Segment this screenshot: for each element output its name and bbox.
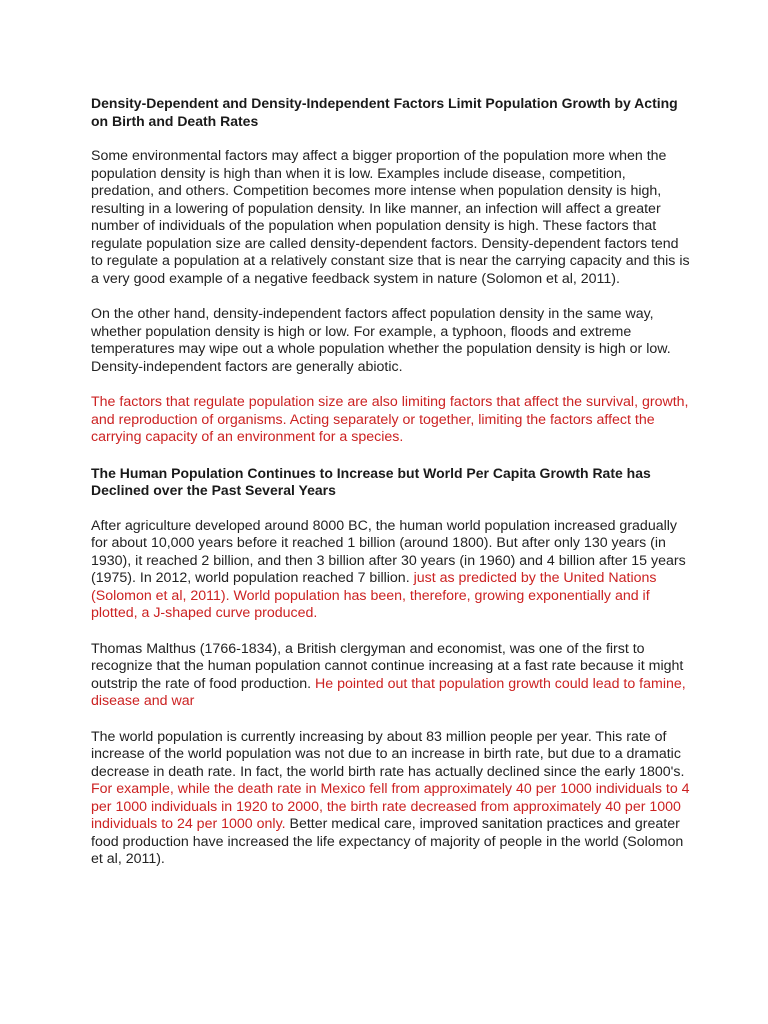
paragraph-population-history: [91, 518, 691, 623]
paragraph-malthus: [91, 641, 691, 711]
paragraph-malthus-highlight: He pointed out that population growth could lead to famine, disease and war: [91, 675, 686, 709]
section-heading-human-population: The Human Population Continues to Increase but World Per Capita Growth Rate has Declined over the Past Several Years: [91, 464, 651, 498]
paragraph-population-history-text: After agriculture developed around 8000 BC, the human world population increased gradually for about 10,000 years before it reached 1 billion (around 1800). But after only 130 years (in 1930), it reached 2 billion, and then 3 billion after 30 years (in 1960) and 4 billion after 15 years (1975). In 2012, world population reached 7 billion.: [91, 517, 686, 586]
paragraph-growth-rate-closing: Better medical care, improved sanitation practices and greater food production have increased the life expectancy of majority of people in the world (Solomon et al, 2011).: [91, 816, 684, 867]
paragraph-limiting-factors: The factors that regulate population size are also limiting factors that affect the survival, growth, and reproduction of organisms. Acting separately or together, limiting the factors affect the carrying capacity of an environment for a species.: [91, 394, 689, 445]
paragraph-density-independent: On the other hand, density-independent factors affect population density in the same way, whether population density is high or low. For example, a typhoon, floods and extreme temperatures may wipe out a whole population whether the population density is high or low. Density-independent factors are generally abiotic.: [91, 306, 671, 375]
paragraph-population-history-highlight: just as predicted by the United Nations (Solomon et al, 2011). World population has been, therefore, growing exponentially and if plotted, a J-shaped curve produced.: [91, 570, 657, 621]
paragraph-growth-rate-highlight: For example, while the death rate in Mexico fell from approximately 40 per 1000 individuals to 4 per 1000 individuals in 1920 to 2000, the birth rate decreased from approximately 40 per 1000 individuals to 24 per 1000 only.: [91, 781, 690, 832]
paragraph-malthus-text: Thomas Malthus (1766-1834), a British clergyman and economist, was one of the first to recognize that the human population cannot continue increasing at a fast rate because it might outstrip the rate of food production.: [91, 640, 684, 692]
paragraph-growth-rate: [91, 729, 691, 869]
paragraph-growth-rate-text: The world population is currently increasing by about 83 million people per year. This rate of increase of the world population was not due to an increase in birth rate, but due to a dramatic decrease in death rate. In fact, the world birth rate has actually declined since the early 1800's.: [91, 728, 685, 780]
paragraph-density-dependent: Some environmental factors may affect a bigger proportion of the population more when the population density is high than when it is low. Examples include disease, competition, predation, and others. Competition becomes more intense when population density is high, resulting in a lowering of population density. In like manner, an infection will affect a greater number of individuals of the population when population density is high. These factors that regulate population size are called density-dependent factors. Density-dependent factors tend to regulate a population at a relatively constant size that is near the carrying capacity and this is a very good example of a negative feedback system in nature (Solomon et al, 2011).: [91, 148, 690, 287]
section-heading-density-factors: Density-Dependent and Density-Independent Factors Limit Population Growth by Acting on Birth and Death Rates: [91, 95, 678, 129]
document-page: [91, 95, 691, 869]
